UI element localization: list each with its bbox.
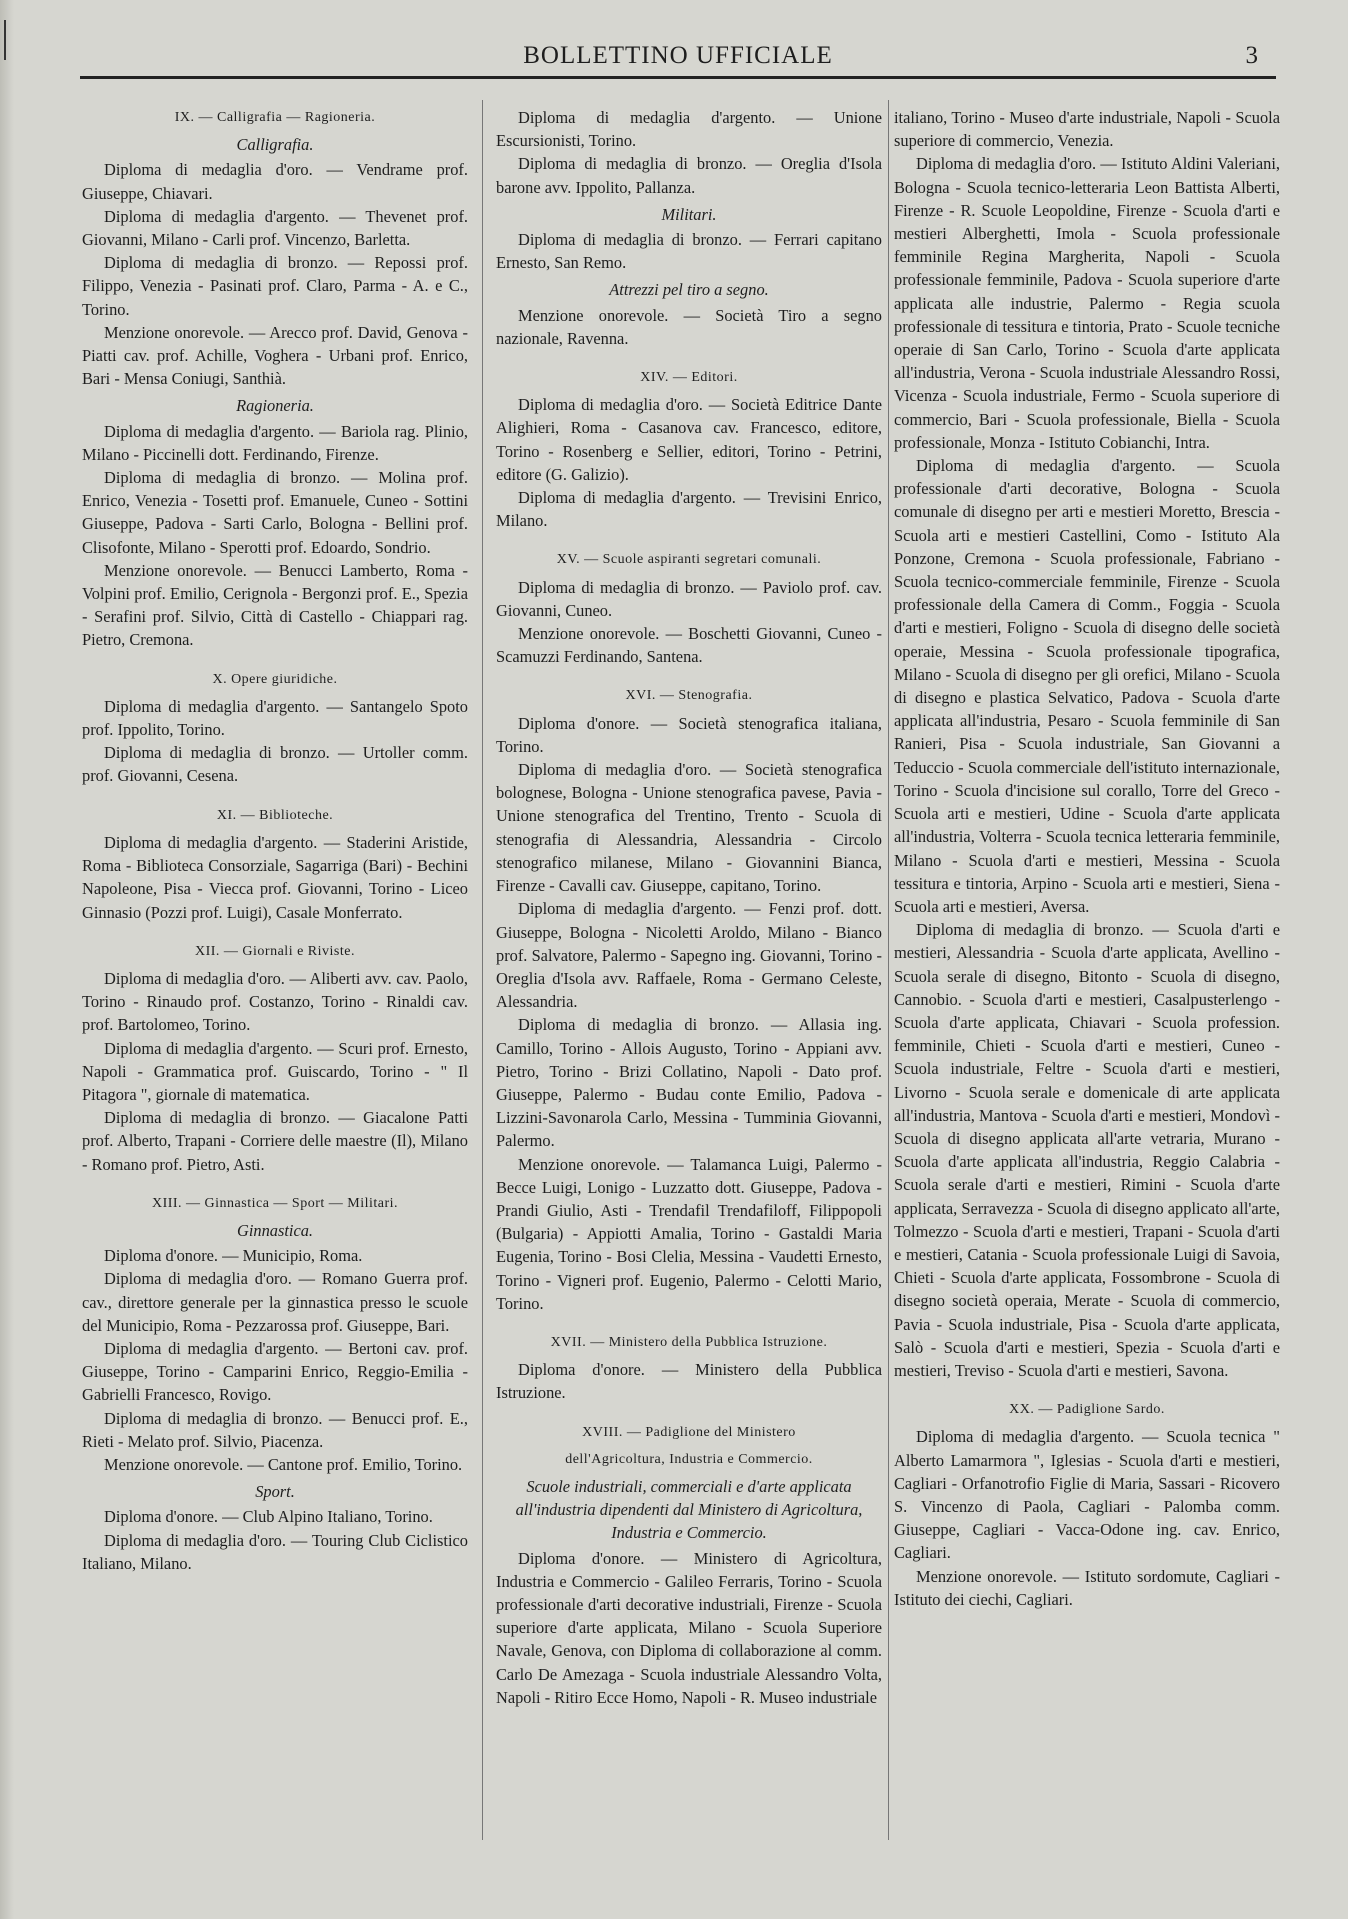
award-paragraph: Diploma di medaglia di bronzo. — Repossi prof. Filippo, Venezia - Pasinati prof. Claro, Parma - A. e C., Torino. <box>82 253 468 319</box>
award-paragraph: Diploma di medaglia d'oro. — Romano Guerra prof. cav., direttore generale per la ginnastica presso le scuole del Municipio, Roma - Pezzarossa prof. Giuseppe, Bari. <box>82 1269 468 1335</box>
award-paragraph: Diploma di medaglia d'argento. — Thevenet prof. Giovanni, Milano - Carli prof. Vincenzo, Barletta. <box>82 206 468 250</box>
award-paragraph: Menzione onorevole. — Boschetti Giovanni, Cuneo - Scamuzzi Ferdinando, Santena. <box>496 624 882 667</box>
section-heading: XIII. — Ginnastica — Sport — Militari. <box>151 1195 399 1211</box>
award-paragraph: Diploma di medaglia d'argento. — Unione Escursionisti, Torino. <box>496 108 882 151</box>
section-heading: XX. — Padiglione Sardo. <box>1009 1402 1165 1418</box>
award-paragraph: Diploma di medaglia di bronzo. — Giacalone Patti prof. Alberto, Trapani - Corriere delle maestre (Il), Milano - Romano prof. Pietro, Asti. <box>82 1108 468 1174</box>
award-paragraph: Menzione onorevole. — Società Tiro a segno nazionale, Ravenna. <box>496 305 882 348</box>
award-paragraph: Diploma di medaglia d'argento. — Scuola tecnica " Alberto Lamarmora ", Iglesias - Scuola d'arti e mestieri, Cagliari - Orfanotrofio Figlie di Maria, Sassari - Ricovero S. Vincenzo di Paola, Cagliari - Palomba comm. Giuseppe, Cagliari - Vacca-Odone ing. cav. Enrico, Cagliari. <box>894 1427 1280 1563</box>
column-left <box>82 106 468 1575</box>
section-heading: XV. — Scuole aspiranti segretari comunali. <box>556 552 822 568</box>
column-divider <box>888 100 889 1840</box>
award-paragraph: Diploma di medaglia d'oro. — Società stenografica bolognese, Bologna - Unione stenografica pavese, Pavia - Unione stenografica del Trentino, Trento - Scuola di stenografia di Alessandria, Alessandria - Circolo stenografico milanese, Milano - Giovannini Bianca, Firenze - Cavalli cav. Giuseppe, capitano, Torino. <box>496 760 882 896</box>
award-paragraph: Diploma di medaglia di bronzo. — Benucci prof. E., Rieti - Melato prof. Silvio, Piacenza. <box>82 1408 468 1451</box>
award-paragraph: Diploma d'onore. — Ministero di Agricoltura, Industria e Commercio - Galileo Ferraris, Torino - Scuola professionale d'arti decorative industriali, Firenze - Scuola superiore d'arte applicata, Milano - Scuola Superiore Navale, Genova, con Diploma di collaborazione al comm. Carlo De Amezaga - Scuola industriale Alessandro Volta, Napoli - Ritiro Ecce Homo, Napoli - R. Museo industriale <box>496 1548 882 1707</box>
award-paragraph: italiano, Torino - Museo d'arte industriale, Napoli - Scuola superiore di commercio, Venezia. <box>894 108 1280 151</box>
award-paragraph: Diploma d'onore. — Società stenografica italiana, Torino. <box>496 713 882 756</box>
award-paragraph: Diploma di medaglia di bronzo. — Urtoller comm. prof. Giovanni, Cesena. <box>82 743 468 786</box>
award-paragraph: Diploma d'onore. — Club Alpino Italiano, Torino. <box>104 1507 433 1527</box>
award-paragraph: Diploma di medaglia d'oro. — Società Editrice Dante Alighieri, Roma - Casanova cav. Francesco, editore, Torino - Rosenberg e Sellier, editori, Torino - Petrini, editore (G. Galizio). <box>496 395 882 484</box>
subsection-heading: Ragioneria. <box>236 396 314 416</box>
publication-title: BOLLETTINO UFFICIALE <box>523 42 833 69</box>
page-number: 3 <box>1245 42 1258 69</box>
award-paragraph: Diploma di medaglia d'oro. — Aliberti avv. cav. Paolo, Torino - Rinaudo prof. Costanzo, Torino - Rinaldi cav. prof. Bartolomeo, Torino. <box>82 968 468 1035</box>
section-heading-cont: dell'Agricoltura, Industria e Commercio. <box>565 1451 813 1467</box>
scan-edge <box>0 0 14 1919</box>
subsection-heading: Scuole industriali, commerciali e d'arte applicata all'industria dipendenti dal Ministero di Agricoltura, Industria e Commercio. <box>515 1476 863 1543</box>
section-heading: XVI. — Stenografia. <box>625 688 753 704</box>
award-paragraph: Diploma di medaglia d'argento. — Fenzi prof. dott. Giuseppe, Bologna - Nicoletti Aroldo, Milano - Bianco prof. Salvatore, Palermo - Sapegno ing. Giovanni, Torino - Oreglia d'Isola avv. Raffaele, Roma - Germano Celeste, Alessandria. <box>496 899 882 1012</box>
award-paragraph: Diploma di medaglia di bronzo. — Paviolo prof. cav. Giovanni, Cuneo. <box>496 577 882 620</box>
award-paragraph: Diploma di medaglia d'argento. — Bariola rag. Plinio, Milano - Piccinelli dott. Ferdinando, Firenze. <box>82 421 468 464</box>
section-heading: IX. — Calligrafia — Ragioneria. <box>174 110 376 125</box>
award-paragraph: Menzione onorevole. — Arecco prof. David, Genova - Piatti cav. prof. Achille, Voghera - Urbani prof. Enrico, Bari - Mensa Coniugi, Santhià. <box>82 322 468 389</box>
subsection-heading: Sport. <box>255 1482 295 1502</box>
section-heading: XII. — Giornali e Riviste. <box>195 943 355 959</box>
section-heading: XIV. — Editori. <box>640 370 738 386</box>
subsection-heading: Ginnastica. <box>236 1220 314 1240</box>
award-paragraph: Menzione onorevole. — Cantone prof. Emilio, Torino. <box>104 1454 463 1474</box>
subsection-heading: Calligrafia. <box>236 135 314 155</box>
award-paragraph: Diploma di medaglia di bronzo. — Allasia ing. Camillo, Torino - Allois Augusto, Torino - Appiani avv. Pietro, Torino - Brizi Collatino, Napoli - Dato prof. Giuseppe, Palermo - Budau conte Emilio, Padova - Lizzini-Savonarola Carlo, Messina - Tumminia Giovanni, Palermo. <box>496 1015 882 1151</box>
column-right <box>894 106 1280 1611</box>
award-paragraph: Diploma di medaglia di bronzo. — Scuola d'arti e mestieri, Alessandria - Scuola d'arte applicata, Avellino - Scuola serale di disegno, Bitonto - Scuola di disegno, Cannobio. - Scuola d'arti e mestieri, Casalpusterlengo - Scuola d'arte applicata, Chiavari - Scuola profession. femminile, Chieti - Scuola d'arti e mestieri, Cuneo - Scuola industriale, Feltre - Scuola d'arti e mestieri, Livorno - Scuola serale e domenicale di arte applicata all'industria, Mantova - Scuola d'arti e mestieri, Mondovì - Scuola di disegno applicata all'arte vetraria, Murano - Scuola d'arte applicata all'industria, Reggio Calabria - Scuola serale d'arti e mestieri, Rimini - Scuola d'arte applicata, Serravezza - Scuola di disegno applicato all'arte, Tolmezzo - Scuola d'arti e mestieri, Trapani - Scuola d'arti e mestieri, Catania - Scuola professionale Luigi di Savoia, Chieti - Scuola d'arte applicata, Fossombrone - Scuola di disegno società operaia, Merate - Scuola di commercio, Pavia - Scuola industriale, Pisa - Scuola d'arte applicata, Salò - Scuola d'arti e mestieri, Spezia - Scuola d'arti e mestieri, Treviso - Scuola d'arti e mestieri, Savona. <box>894 920 1280 1380</box>
award-paragraph: Diploma di medaglia d'oro. — Vendrame prof. Giuseppe, Chiavari. <box>82 160 468 203</box>
subsection-heading: Militari. <box>661 204 717 224</box>
award-paragraph: Menzione onorevole. — Istituto sordomute, Cagliari - Istituto dei ciechi, Cagliari. <box>894 1566 1280 1609</box>
award-paragraph: Menzione onorevole. — Benucci Lamberto, Roma - Volpini prof. Emilio, Cerignola - Bergonzi prof. E., Spezia - Serafini prof. Silvio, Città di Castello - Chiappari rag. Pietro, Cremona. <box>82 560 468 650</box>
award-paragraph: Diploma di medaglia d'argento. — Scuri prof. Ernesto, Napoli - Grammatica prof. Guiscardo, Torino - " Il Pitagora ", giornale di matematica. <box>82 1038 468 1104</box>
subsection-heading: Attrezzi pel tiro a segno. <box>609 280 769 300</box>
award-paragraph: Diploma d'onore. — Municipio, Roma. <box>104 1246 363 1266</box>
column-divider <box>482 100 483 1840</box>
award-paragraph: Diploma di medaglia d'oro. — Touring Club Ciclistico Italiano, Milano. <box>82 1530 468 1573</box>
header-rule <box>80 76 1276 79</box>
award-paragraph: Diploma di medaglia d'argento. — Staderini Aristide, Roma - Biblioteca Consorziale, Sagarriga (Bari) - Bechini Napoleone, Pisa - Viecca prof. Giovanni, Torino - Liceo Ginnasio (Pozzi prof. Luigi), Casale Monferrato. <box>82 832 468 922</box>
award-paragraph: Diploma di medaglia d'oro. — Istituto Aldini Valeriani, Bologna - Scuola tecnico-letteraria Leon Battista Alberti, Firenze - R. Scuole Leopoldine, Firenze - Scuola d'arti e mestieri Alberghetti, Imola - Scuola professionale femminile Regina Margherita, Napoli - Scuola professionale femminile, Padova - Scuola superiore d'arte applicata alle industrie, Palermo - Regia scuola professionale di tessitura e tintoria, Prato - Scuole tecniche operaie di San Carlo, Torino - Scuola d'arte applicata all'industria, Verona - Scuola industriale Alessandro Rossi, Vicenza - Scuola industriale, Fermo - Scuola superiore di commercio, Bari - Scuola professionale, Biella - Scuola professionale, Monza - Istituto Cobianchi, Intra. <box>894 154 1280 452</box>
award-paragraph: Diploma di medaglia di bronzo. — Molina prof. Enrico, Venezia - Tosetti prof. Emanuele, Cuneo - Sottini Giuseppe, Padova - Sarti Carlo, Bologna - Bellini prof. Clisofonte, Milano - Sperotti prof. Edoardo, Sondrio. <box>82 468 468 557</box>
award-paragraph: Diploma di medaglia di bronzo. — Oreglia d'Isola barone avv. Ippolito, Pallanza. <box>496 154 882 197</box>
section-heading: X. Opere giuridiche. <box>212 671 338 687</box>
section-heading: XI. — Biblioteche. <box>216 807 334 823</box>
section-heading: XVII. — Ministero della Pubblica Istruzione. <box>550 1334 828 1350</box>
award-paragraph: Diploma di medaglia d'argento. — Santangelo Spoto prof. Ippolito, Torino. <box>82 696 468 740</box>
column-middle <box>496 106 882 1709</box>
scan-mark <box>4 20 6 60</box>
page-header <box>80 38 1276 74</box>
award-paragraph: Diploma di medaglia di bronzo. — Ferrari capitano Ernesto, San Remo. <box>496 230 882 273</box>
award-paragraph: Diploma di medaglia d'argento. — Scuola professionale d'arti decorative, Bologna - Scuola comunale di disegno per arti e mestieri Moretto, Brescia - Scuola arti e mestieri Castellini, Como - Istituto Ala Ponzone, Cremona - Scuola professionale, Fabriano - Scuola tecnico-commerciale femminile, Firenze - Scuola professionale della Camera di Comm., Foggia - Scuola d'arti e mestieri, Foligno - Scuola di disegno delle società operaie, Messina - Scuola professionale tipografica, Milano - Scuola di disegno per gli orefici, Milano - Scuola di disegno e plastica Selvatico, Padova - Scuola d'arte applicata all'industria, Pesaro - Scuola femminile di San Ranieri, Pisa - Scuola industriale, San Giovanni a Teduccio - Scuola commerciale dell'istituto internazionale, Torino - Scuola d'incisione sul corallo, Torre del Greco - Scuola arti e mestieri, Udine - Scuola d'arte applicata all'industria, Volterra - Scuola tecnica letteraria femminile, Milano - Scuola d'arti e mestieri, Messina - Scuola tessitura e tintoria, Arpino - Scuola arti e mestieri, Siena - Scuola arti e mestieri, Aversa. <box>894 456 1280 916</box>
award-paragraph: Diploma di medaglia d'argento. — Trevisini Enrico, Milano. <box>496 488 882 531</box>
award-paragraph: Diploma di medaglia d'argento. — Bertoni cav. prof. Giuseppe, Torino - Camparini Enrico, Reggio-Emilia - Gabrielli Francesco, Rovigo. <box>82 1338 468 1405</box>
section-heading: XVIII. — Padiglione del Ministero <box>582 1424 796 1440</box>
award-paragraph: Menzione onorevole. — Talamanca Luigi, Palermo - Becce Luigi, Lonigo - Luzzatto dott. Giuseppe, Padova - Prandi Giulio, Asti - Trendafil Trendafiloff, Filippopoli (Bulgaria) - Appiotti Amalia, Torino - Gastaldi Maria Eugenia, Torino - Bosi Clelia, Messina - Vaudetti Ernesto, Torino - Vigneri prof. Eugenio, Palermo - Celotti Mario, Torino. <box>496 1154 882 1313</box>
award-paragraph: Diploma d'onore. — Ministero della Pubblica Istruzione. <box>496 1360 882 1403</box>
